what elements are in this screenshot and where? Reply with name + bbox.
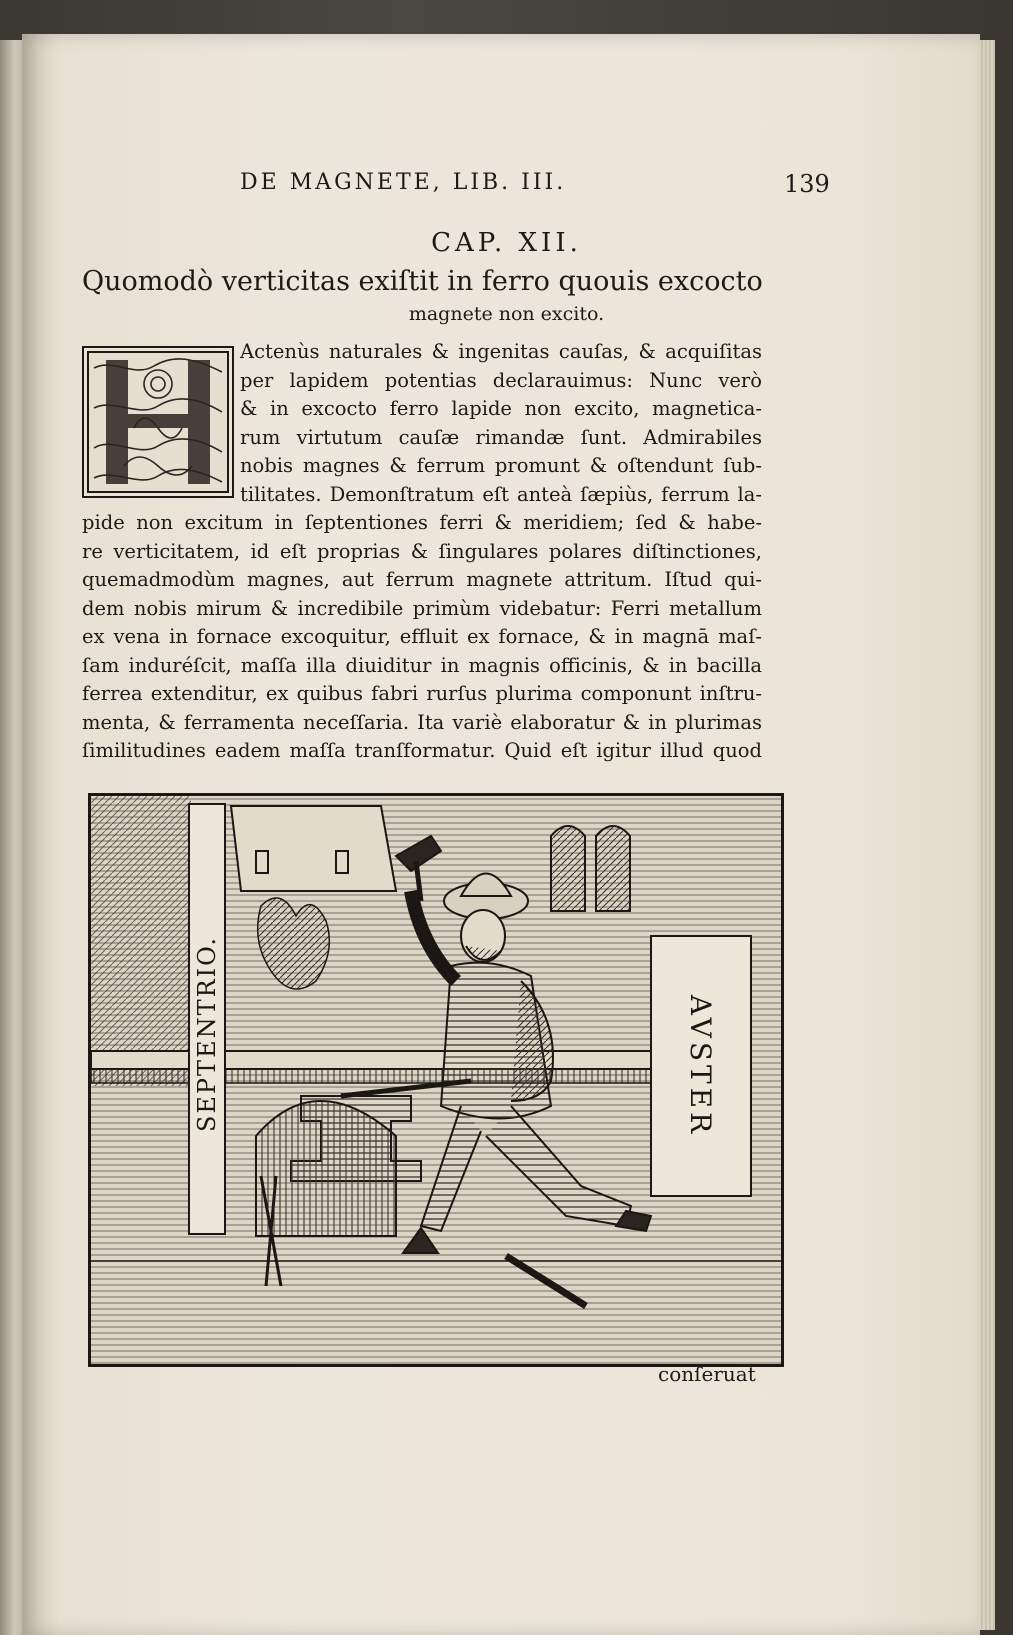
body-line: quemadmodùm magnes, aut ferrum magnete attritum. Iſtud qui- (82, 568, 762, 591)
woodcut-label-right: AVSTER (684, 994, 717, 1138)
body-line: nobis magnes & ferrum promunt & oſtendunt ſub- (240, 454, 762, 477)
body-line: dem nobis mirum & incredibile primùm videbatur: Ferri metallum (82, 596, 762, 620)
chapter-title-line-2: magnete non excito. (408, 303, 605, 325)
initial-letter: H (158, 348, 159, 349)
body-line: ferrea extenditur, ex quibus fabri rurſus plurima componunt inſtru- (82, 682, 762, 705)
woodcut-illustration (88, 793, 784, 1367)
body-line: & in excocto ferro lapide non excito, magnetica- (240, 397, 762, 420)
catchword: conſeruat (658, 1362, 756, 1386)
body-line: menta, & ferramenta neceſſaria. Ita variè elaboratur & in plurimas (82, 710, 762, 734)
woodcut-label-left: SEPTENTRIO. (193, 935, 221, 1133)
body-line: ex vena in fornace excoquitur, effluit ex fornace, & in magnā maſ- (82, 625, 762, 648)
body-text (82, 338, 762, 766)
page-number: 139 (784, 170, 830, 198)
body-line: Actenùs naturales & ingenitas cauſas, & acquiſitas (240, 340, 762, 363)
blacksmith-woodcut-icon (91, 796, 781, 1364)
left-page-edge (0, 40, 24, 1635)
body-line: tilitates. Demonſtratum eſt anteà ſæpiùs, ferrum la- (240, 482, 762, 506)
body-line: ſimilitudines eadem maſſa tranſformatur. Quid eſt igitur illud quod (82, 739, 762, 762)
chapter-heading: CAP. XII. (431, 228, 582, 258)
body-line: rum virtutum cauſæ rimandæ ſunt. Admirabiles (240, 425, 762, 449)
body-line: per lapidem potentias declarauimus: Nunc verò (240, 368, 762, 392)
page-header (220, 170, 830, 200)
chapter-title-line-1: Quomodò verticitas exiſtit in ferro quouis excocto (82, 266, 763, 297)
body-line: re verticitatem, id eſt proprias & ſingulares polares diſtinctiones, (82, 539, 762, 563)
body-line: pide non excitum in ſeptentiones ferri & meridiem; ſed & habe- (82, 511, 762, 534)
running-head: DE MAGNETE, LIB. III. (240, 170, 567, 195)
body-line: ſam induréſcit, maſſa illa diuiditur in magnis officinis, & in bacilla (82, 653, 762, 677)
